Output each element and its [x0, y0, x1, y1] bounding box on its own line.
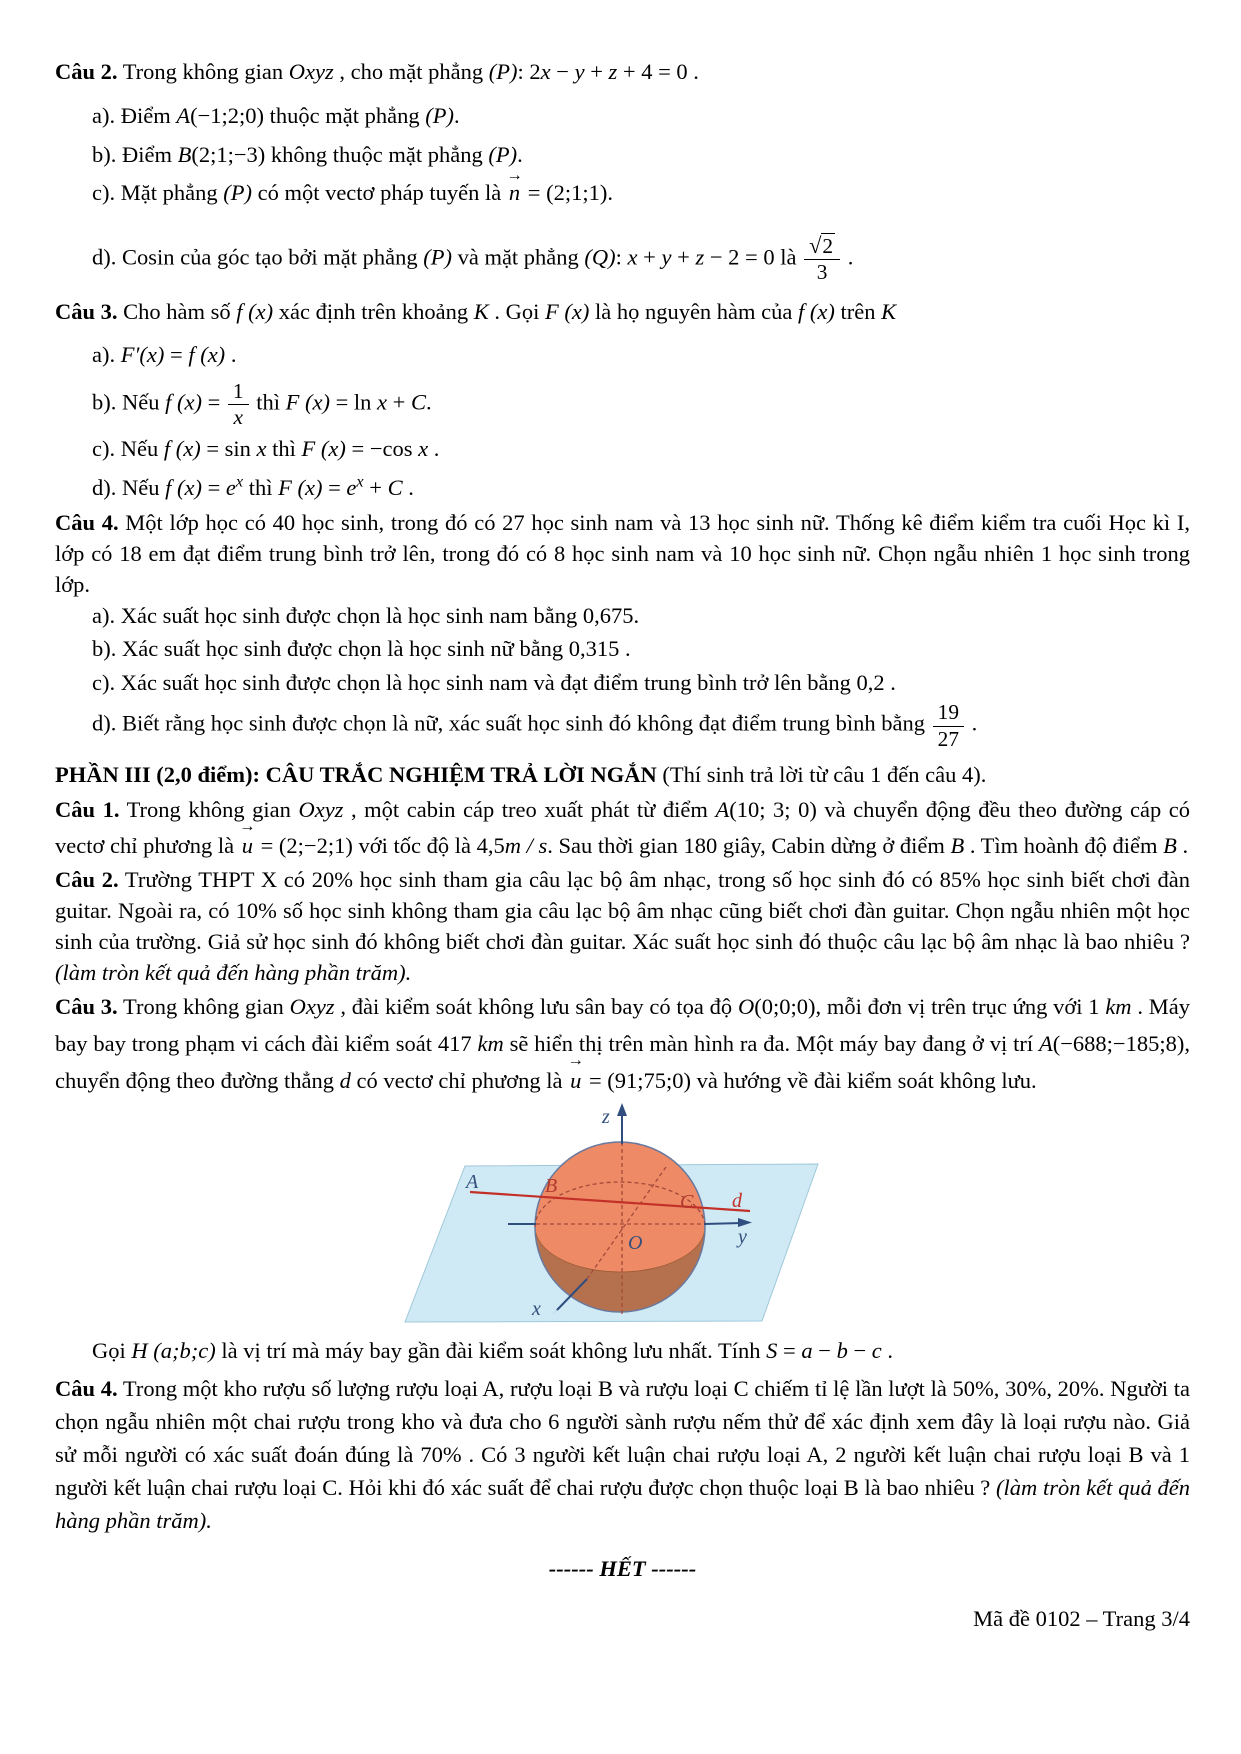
q3-statement-d: d). Nếu f $(x) = e^x$ thì F $(x) = e^x + C$ .	[92, 472, 414, 501]
p3-q3-followup: Gọi H (a;b;c) là vị trí mà máy bay gần đài kiểm soát không lưu nhất. Tính S = a − b − c .	[92, 1337, 894, 1363]
q3-header: Câu 3. Cho hàm số f (x) xác định trên khoảng K . Gọi F (x) là họ nguyên hàm của f (x) trên K	[55, 299, 897, 325]
end-marker-text: ------ HẾT ------	[548, 1555, 697, 1581]
p3-q4-text: Câu 4. Trong một kho rượu số lượng rượu loại A, rượu loại B và rượu loại C chiếm tỉ lệ lần lượt là 50%, 30%, 20%. Người ta chọn ngẫu nhiên một chai rượu trong kho và đưa cho 6 người sành rượu nếm thử để xác định xem đây là loại rượu nào. Giả sử mỗi người có xác suất đoán đúng là 70% . Có 3 người kết luận chai rượu loại A, 2 người kết luận chai rượu loại B và 1 người kết luận chai rượu loại C. Hỏi khi đó xác suất để chai rượu được chọn thuộc loại B là bao nhiêu ? (làm tròn kết quả đến hàng phần trăm).	[55, 1375, 1190, 1533]
end-marker	[55, 1553, 1190, 1584]
q4-statement-d: d). Biết rằng học sinh được chọn là nữ, xác suất học sinh đó không đạt điểm trung bình bằng $\frac{19}{27}$ .	[92, 700, 978, 751]
q3-statement-a: a). F′(x) = f (x) .	[92, 342, 237, 368]
p3-q3-text: Câu 3. Trong không gian Oxyz , đài kiểm soát không lưu sân bay có tọa độ O(0;0;0), mỗi đơn vị trên trục ứng với 1 km . Máy bay bay trong phạm vi cách đài kiểm soát 417 km sẽ hiển thị trên màn hình ra đa. Một máy bay đang ở vị trí A(−688;−185;8), chuyển động theo đường thẳng d có vectơ chỉ phương là → u = (91;75;0) và hướng về đài kiểm soát không lưu.	[55, 993, 1190, 1093]
label-x: x	[532, 1297, 541, 1320]
q2-header: Câu 2. Trong không gian Oxyz , cho mặt phẳng (P): 2x − y + z + 4 = 0 .	[55, 59, 699, 84]
p3-q1-text: Câu 1. Trong không gian Oxyz , một cabin cáp treo xuất phát từ điểm A(10; 3; 0) và chuyển động đều theo đường cáp có vectơ chỉ phương là → u = (2;−2;1) với tốc độ là 4,5m / s. Sau thời gian 180 giây, Cabin dừng ở điểm B . Tìm hoành độ điểm B .	[55, 796, 1190, 858]
q4-statement-a: a). Xác suất học sinh được chọn là học sinh nam bằng 0,675.	[92, 603, 640, 629]
q2-statement-d: d). Cosin của góc tạo bởi mặt phẳng (P) và mặt phẳng (Q): x + y + z − 2 = 0 là $\frac{√2}{3}$ .	[92, 233, 854, 285]
q2-statement-a: a). Điểm A(−1;2;0) thuộc mặt phẳng (P).	[92, 103, 460, 128]
label-z: z	[602, 1105, 610, 1128]
p3-q2-text: Câu 2. Trường THPT X có 20% học sinh tham gia câu lạc bộ âm nhạc, trong số học sinh đó có 85% học sinh biết chơi đàn guitar. Ngoài ra, có 10% số học sinh không tham gia câu lạc bộ âm nhạc cũng biết chơi đàn guitar. Chọn ngẫu nhiên một học sinh của trường. Giả sử học sinh đó không biết chơi đàn guitar. Xác suất học sinh đó thuộc câu lạc bộ âm nhạc là bao nhiêu ? (làm tròn kết quả đến hàng phần trăm).	[55, 866, 1190, 985]
q2-statement-b: b). Điểm B(2;1;−3) không thuộc mặt phẳng (P).	[92, 142, 523, 167]
label-d: d	[732, 1189, 742, 1212]
q4-statement-b: b). Xác suất học sinh được chọn là học sinh nữ bằng 0,315 .	[92, 636, 631, 662]
label-B: B	[545, 1174, 558, 1197]
q3-statement-c: c). Nếu f (x) = sin x thì F (x) = −cos x .	[92, 436, 440, 462]
q4-statement-c: c). Xác suất học sinh được chọn là học sinh nam và đạt điểm trung bình trở lên bằng 0,2 .	[92, 670, 896, 696]
label-y: y	[738, 1225, 747, 1248]
q3-statement-b: b). Nếu f (x) = $\frac{1}{x}$ thì F (x) = ln x + C.	[92, 379, 432, 430]
page-footer: Mã đề 0102 – Trang 3/4	[973, 1605, 1190, 1631]
label-A: A	[466, 1170, 479, 1193]
q4-text: Câu 4. Một lớp học có 40 học sinh, trong đó có 27 học sinh nam và 13 học sinh nữ. Thống kê điểm kiểm tra cuối Học kì I, lớp có 18 em đạt điểm trung bình trở lên, trong đó có 8 học sinh nam và 10 học sinh nữ. Chọn ngẫu nhiên 1 học sinh trong lớp.	[55, 510, 1190, 598]
y-axis-right	[704, 1223, 742, 1224]
radar-sphere-diagram	[390, 1099, 890, 1327]
label-C: C	[680, 1190, 694, 1213]
label-origin: O	[628, 1231, 643, 1254]
q2-statement-c: c). Mặt phẳng (P) có một vectơ pháp tuyến là → n = (2;1;1).	[92, 165, 613, 205]
z-arrowhead	[617, 1103, 627, 1116]
part3-header: PHẦN III (2,0 điểm): CÂU TRẮC NGHIỆM TRẢ LỜI NGẮN (Thí sinh trả lời từ câu 1 đến câu 4).	[55, 761, 987, 787]
airspace-radar-figure	[390, 1099, 890, 1327]
